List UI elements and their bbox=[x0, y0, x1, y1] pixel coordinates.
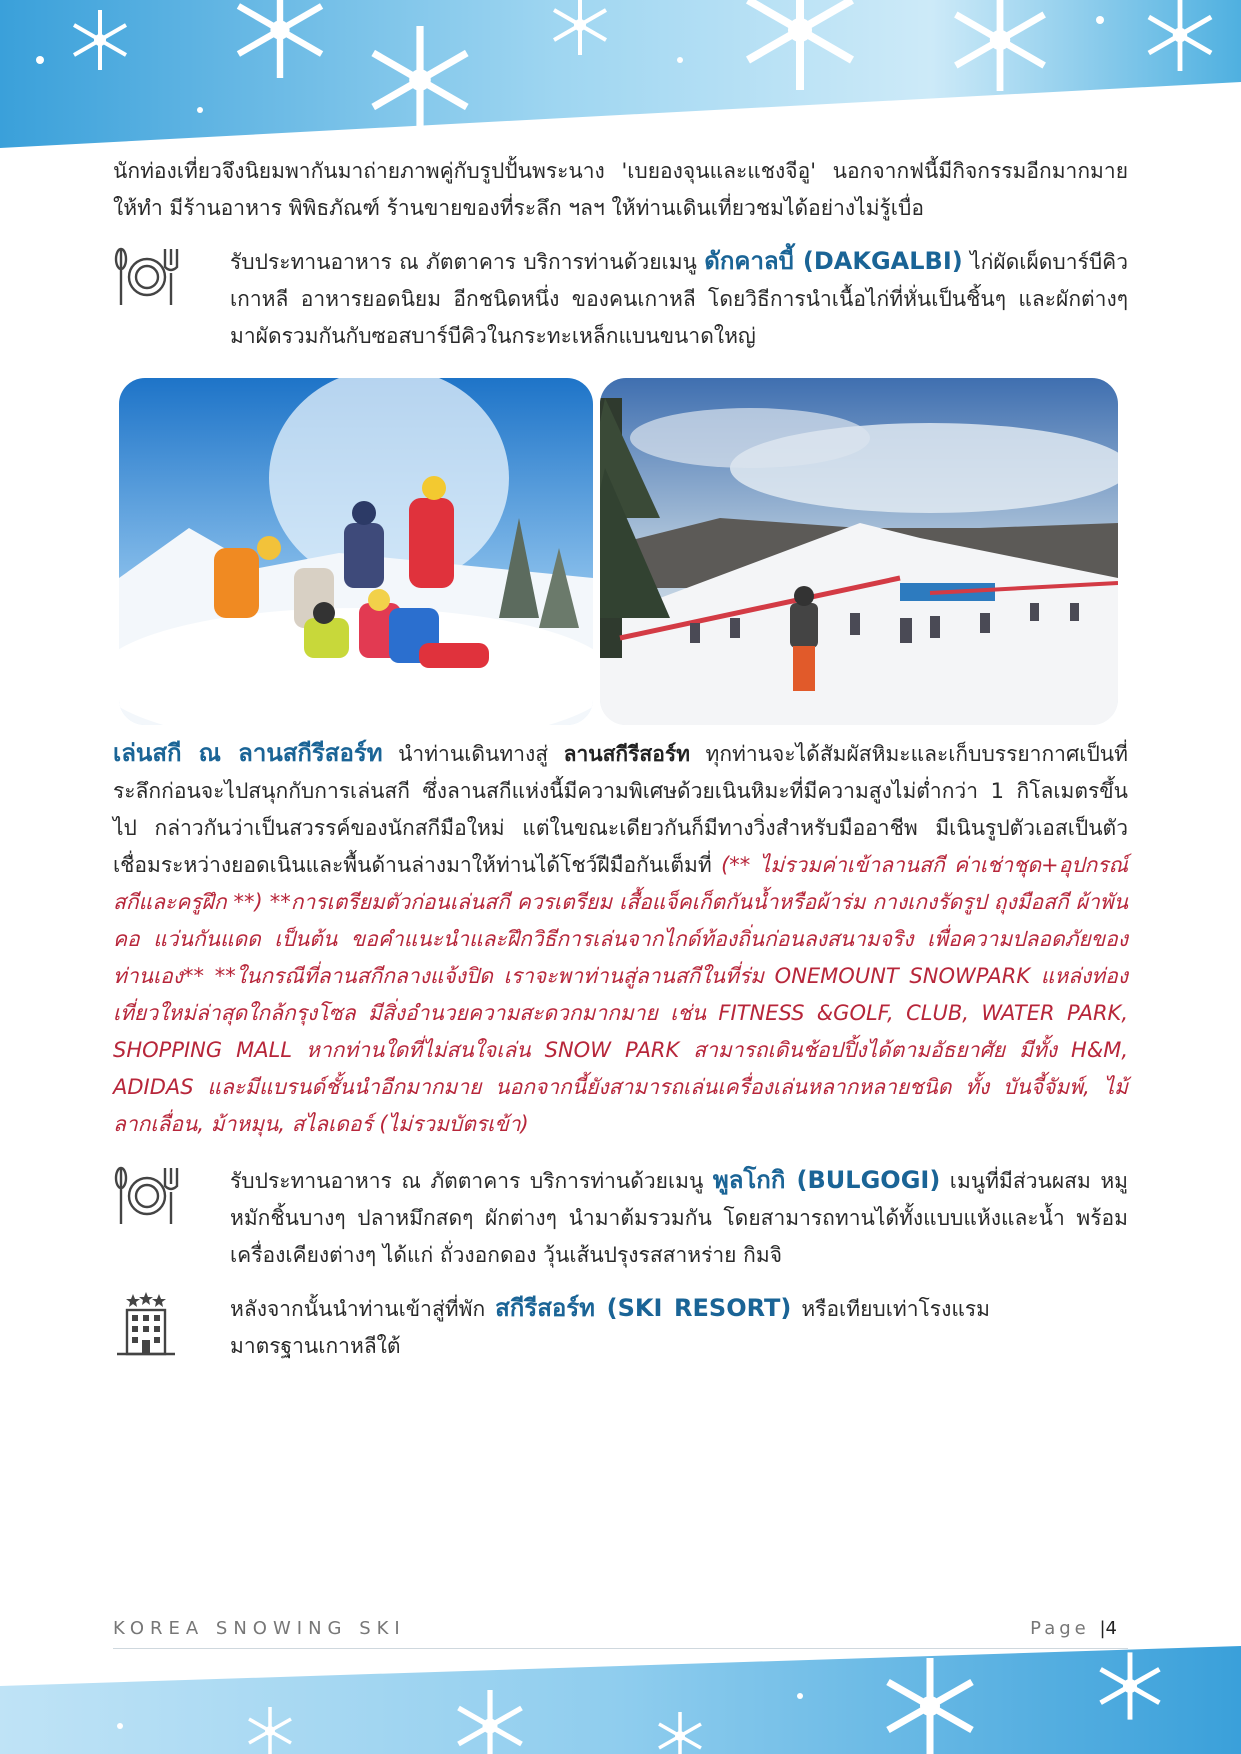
ski-title: เล่นสกี ณ ลานสกีรีสอร์ท bbox=[113, 739, 383, 767]
hotel-name: สกีรีสอร์ท (SKI RESORT) bbox=[495, 1294, 792, 1322]
hotel-prefix: หลังจากนั้นนำท่านเข้าสู่ที่พัก bbox=[230, 1297, 496, 1321]
page-label: Page bbox=[1030, 1618, 1100, 1639]
hotel-text bbox=[230, 1290, 990, 1365]
page-indicator bbox=[1030, 1618, 1117, 1639]
ski-body: ทุกท่านจะได้สัมผัสหิมะและเก็บบรรยากาศเป็นที่ระลึกก่อนจะไปสนุกกับการเล่นสกี ซึ่งลานสกีแห่งนี้มีความพิเศษด้วยเนินหิมะที่มีความสูงไม่ต่ำกว่า 1 กิโลเมตรขึ้นไป กล่าวกันว่าเป็นสวรรค์ของนักสกีมือใหม่ แต่ในขณะเดียวกันก็มีทางวิ่งสำหรับมืออาชีพ มีเนินรูปตัวเอสเป็นตัวเชื่อมระหว่างยอดเนินและพื้นด้านล่างมาให้ท่านได้โชว์ฝีมือกันเต็มที่ bbox=[113, 742, 1128, 877]
meal-2-menu-name: พูลโกกิ (BULGOGI) bbox=[712, 1166, 941, 1194]
meal-1-section bbox=[113, 243, 1128, 358]
ski-note: (** ไม่รวมค่าเข้าลานสกี ค่าเช่าชุด+อุปกรณ์สกีและครูฝึก **) **การเตรียมตัวก่อนเล่นสกี ควรเตรียม เสื้อแจ็คเก็ตกันน้ำหรือผ้าร่ม กางเกงรัดรูป ถุงมือสกี ผ้าพันคอ แว่นกันแดด เป็นต้น ขอคำแนะนำและฝึกวิธีการเล่นจากไกด์ท้องถิ่นก่อนลงสนามจริง เพื่อความปลอดภัยของท่านเอง** **ในกรณีที่ลานสกีกลางแจ้งปิด เราจะพาท่านสู่ลานสกีในที่ร่ม ONEMOUNT SNOWPARK แหล่งท่องเที่ยวใหม่ล่าสุดใกล้กรุงโซล มีสิ่งอำนวยความสะดวกมากมาย เช่น FITNESS &GOLF, CLUB, WATER PARK, SHOPPING MALL หากท่านใดที่ไม่สนใจเล่น SNOW PARK สามารถเดินช้อปปิ้งได้ตามอัธยาศัย มีทั้ง H&M, ADIDAS และมีแบรนด์ชั้นนำอีกมากมาย นอกจากนี้ยังสามารถเล่นเครื่องเล่นหลากหลายชนิด ทั้ง บันจี้จัมพ์, ไม้ลากเลื่อน, ม้าหมุน, สไลเดอร์ (ไม่รวมบัตรเข้า) bbox=[113, 853, 1129, 1136]
ski-place: ลานสกีรีสอร์ท bbox=[563, 742, 690, 766]
hotel-section bbox=[113, 1290, 1128, 1370]
meal-2-section bbox=[113, 1162, 1128, 1277]
dining-icon bbox=[113, 243, 183, 313]
ski-lead: นำท่านเดินทางสู่ bbox=[382, 742, 564, 766]
dining-icon bbox=[113, 1162, 183, 1232]
ski-paragraph bbox=[113, 735, 1128, 1143]
bottom-snow-banner bbox=[0, 1646, 1241, 1754]
ski-slope-photo bbox=[600, 378, 1118, 725]
hotel-description: หรือเทียบเท่าโรงแรมมาตรฐานเกาหลีใต้ bbox=[230, 1297, 990, 1358]
intro-paragraph: นักท่องเที่ยวจึงนิยมพากันมาถ่ายภาพคู่กับรูปปั้นพระนาง 'เบยองจุนและแชงจีอู' นอกจากฟนี้มีกิจกรรมอีกมากมายให้ทำ มีร้านอาหาร พิพิธภัณฑ์ ร้านขายของที่ระลึก ฯลฯ ให้ท่านเดินเที่ยวชมได้อย่างไม่รู้เบื่อ bbox=[113, 159, 1128, 220]
meal-1-description: ไก่ผัดเผ็ดบาร์บีคิวเกาหลี อาหารยอดนิยม อีกชนิดหนึ่ง ของคนเกาหลี โดยวิธีการนำเนื้อไก่ที่หั่นเป็นชิ้นๆ และผักต่างๆ มาผัดรวมกันกับซอสบาร์บีคิวในกระทะเหล็กแบนขนาดใหญ่ bbox=[230, 250, 1128, 348]
footer-title: KOREA SNOWING SKI bbox=[113, 1618, 406, 1639]
meal-1-text bbox=[230, 243, 1128, 355]
page-number: 4 bbox=[1105, 1618, 1117, 1639]
meal-2-prefix: รับประทานอาหาร ณ ภัตตาคาร บริการท่านด้วยเมนู bbox=[230, 1169, 713, 1193]
meal-2-description: เมนูที่มีส่วนผสม หมูหมักชิ้นบางๆ ปลาหมึกสดๆ ผักต่างๆ นำมาต้มรวมกัน โดยสามารถทานได้ทั้งแบบแห้งและน้ำ พร้อมเครื่องเคียงต่างๆ ได้แก่ ถั่วงอกดอง วุ้นเส้นปรุงรสสาหร่าย กิมจิ bbox=[230, 1169, 1129, 1267]
hotel-icon bbox=[113, 1290, 183, 1360]
page-separator: | bbox=[1099, 1618, 1106, 1639]
meal-1-menu-name: ดักคาลบี้ (DAKGALBI) bbox=[704, 247, 963, 275]
meal-2-text bbox=[230, 1162, 1128, 1274]
top-snow-banner bbox=[0, 0, 1241, 150]
skiers-in-snow-photo bbox=[119, 378, 593, 725]
meal-1-prefix: รับประทานอาหาร ณ ภัตตาคาร บริการท่านด้วยเมนู bbox=[230, 250, 705, 274]
